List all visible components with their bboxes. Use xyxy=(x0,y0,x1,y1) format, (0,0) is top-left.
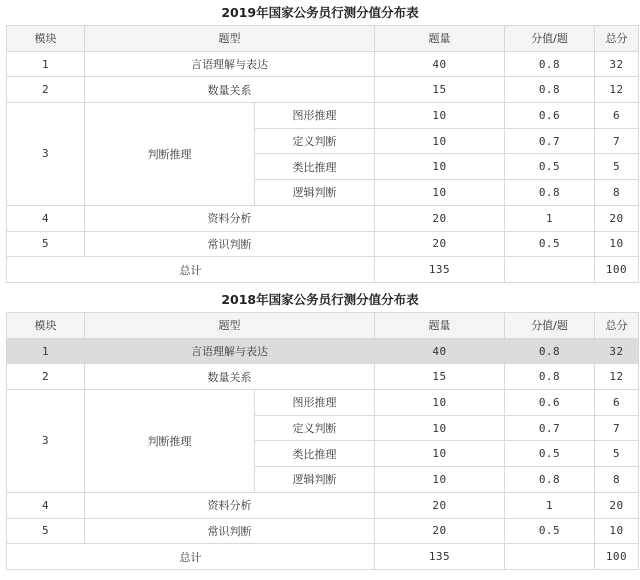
table-row xyxy=(7,231,639,257)
header-total: 总分 xyxy=(595,26,639,52)
cell-type: 常识判断 xyxy=(85,231,375,257)
cell-type: 数量关系 xyxy=(85,77,375,103)
cell-count: 10 xyxy=(375,154,505,180)
table-row xyxy=(7,390,639,416)
header-type: 题型 xyxy=(85,313,375,339)
cell-total: 8 xyxy=(595,467,639,493)
table-row xyxy=(7,205,639,231)
cell-score: 0.8 xyxy=(505,51,595,77)
cell-score: 0.5 xyxy=(505,231,595,257)
cell-score: 0.8 xyxy=(505,77,595,103)
cell-total: 10 xyxy=(595,231,639,257)
cell-subtype: 逻辑判断 xyxy=(255,180,375,206)
cell-total: 10 xyxy=(595,518,639,544)
cell-count: 10 xyxy=(375,390,505,416)
cell-score: 1 xyxy=(505,492,595,518)
cell-score: 0.8 xyxy=(505,338,595,364)
cell-score: 0.8 xyxy=(505,467,595,493)
summary-row xyxy=(7,544,639,570)
table-2018-section xyxy=(0,287,640,570)
cell-subtype: 定义判断 xyxy=(255,128,375,154)
table-title: 2019年国家公务员行测分值分布表 xyxy=(221,5,419,20)
cell-subtype: 逻辑判断 xyxy=(255,467,375,493)
cell-total: 5 xyxy=(595,441,639,467)
score-table-2019 xyxy=(6,25,639,283)
cell-count: 10 xyxy=(375,415,505,441)
cell-score: 0.8 xyxy=(505,364,595,390)
cell-type: 判断推理 xyxy=(85,103,255,206)
cell-count: 20 xyxy=(375,518,505,544)
cell-module: 3 xyxy=(7,390,85,493)
table-row xyxy=(7,518,639,544)
cell-subtype: 类比推理 xyxy=(255,154,375,180)
header-row xyxy=(7,313,639,339)
header-module: 模块 xyxy=(7,313,85,339)
cell-module: 1 xyxy=(7,338,85,364)
cell-type: 资料分析 xyxy=(85,205,375,231)
header-score: 分值/题 xyxy=(505,26,595,52)
cell-count: 15 xyxy=(375,364,505,390)
cell-module: 4 xyxy=(7,205,85,231)
summary-total: 100 xyxy=(595,544,639,570)
cell-total: 12 xyxy=(595,364,639,390)
cell-type: 常识判断 xyxy=(85,518,375,544)
cell-total: 7 xyxy=(595,415,639,441)
cell-score: 0.7 xyxy=(505,128,595,154)
cell-count: 10 xyxy=(375,180,505,206)
score-table-2018 xyxy=(6,312,639,570)
header-type: 题型 xyxy=(85,26,375,52)
header-count: 题量 xyxy=(375,313,505,339)
table-row xyxy=(7,51,639,77)
cell-type: 言语理解与表达 xyxy=(85,338,375,364)
cell-subtype: 定义判断 xyxy=(255,415,375,441)
cell-score: 0.7 xyxy=(505,415,595,441)
table-2019-section xyxy=(0,0,640,283)
header-total: 总分 xyxy=(595,313,639,339)
cell-total: 6 xyxy=(595,103,639,129)
cell-count: 20 xyxy=(375,205,505,231)
summary-count: 135 xyxy=(375,544,505,570)
cell-score: 0.5 xyxy=(505,441,595,467)
cell-total: 8 xyxy=(595,180,639,206)
cell-module: 5 xyxy=(7,231,85,257)
summary-score xyxy=(505,544,595,570)
cell-total: 32 xyxy=(595,338,639,364)
cell-total: 32 xyxy=(595,51,639,77)
table-row xyxy=(7,103,639,129)
cell-count: 15 xyxy=(375,77,505,103)
cell-total: 5 xyxy=(595,154,639,180)
table-row xyxy=(7,492,639,518)
cell-total: 7 xyxy=(595,128,639,154)
table-row xyxy=(7,364,639,390)
header-score: 分值/题 xyxy=(505,313,595,339)
cell-module: 1 xyxy=(7,51,85,77)
cell-score: 0.5 xyxy=(505,154,595,180)
cell-score: 0.6 xyxy=(505,103,595,129)
header-module: 模块 xyxy=(7,26,85,52)
cell-type: 资料分析 xyxy=(85,492,375,518)
cell-module: 2 xyxy=(7,77,85,103)
summary-score xyxy=(505,257,595,283)
cell-score: 0.8 xyxy=(505,180,595,206)
header-count: 题量 xyxy=(375,26,505,52)
cell-total: 6 xyxy=(595,390,639,416)
table-row-highlighted[interactable] xyxy=(7,338,639,364)
table-title: 2018年国家公务员行测分值分布表 xyxy=(221,292,419,307)
cell-count: 20 xyxy=(375,492,505,518)
cell-module: 5 xyxy=(7,518,85,544)
cell-score: 0.5 xyxy=(505,518,595,544)
cell-subtype: 图形推理 xyxy=(255,103,375,129)
cell-total: 20 xyxy=(595,492,639,518)
cell-subtype: 图形推理 xyxy=(255,390,375,416)
table-row xyxy=(7,77,639,103)
cell-count: 40 xyxy=(375,51,505,77)
summary-label: 总计 xyxy=(7,544,375,570)
summary-count: 135 xyxy=(375,257,505,283)
cell-score: 1 xyxy=(505,205,595,231)
cell-module: 2 xyxy=(7,364,85,390)
summary-label: 总计 xyxy=(7,257,375,283)
cell-count: 10 xyxy=(375,128,505,154)
summary-total: 100 xyxy=(595,257,639,283)
cell-module: 3 xyxy=(7,103,85,206)
cell-type: 言语理解与表达 xyxy=(85,51,375,77)
cell-count: 10 xyxy=(375,103,505,129)
summary-row xyxy=(7,257,639,283)
cell-type: 判断推理 xyxy=(85,390,255,493)
cell-total: 12 xyxy=(595,77,639,103)
cell-score: 0.6 xyxy=(505,390,595,416)
cell-subtype: 类比推理 xyxy=(255,441,375,467)
cell-total: 20 xyxy=(595,205,639,231)
cell-type: 数量关系 xyxy=(85,364,375,390)
cell-count: 10 xyxy=(375,441,505,467)
cell-count: 40 xyxy=(375,338,505,364)
cell-count: 20 xyxy=(375,231,505,257)
cell-module: 4 xyxy=(7,492,85,518)
header-row xyxy=(7,26,639,52)
cell-count: 10 xyxy=(375,467,505,493)
